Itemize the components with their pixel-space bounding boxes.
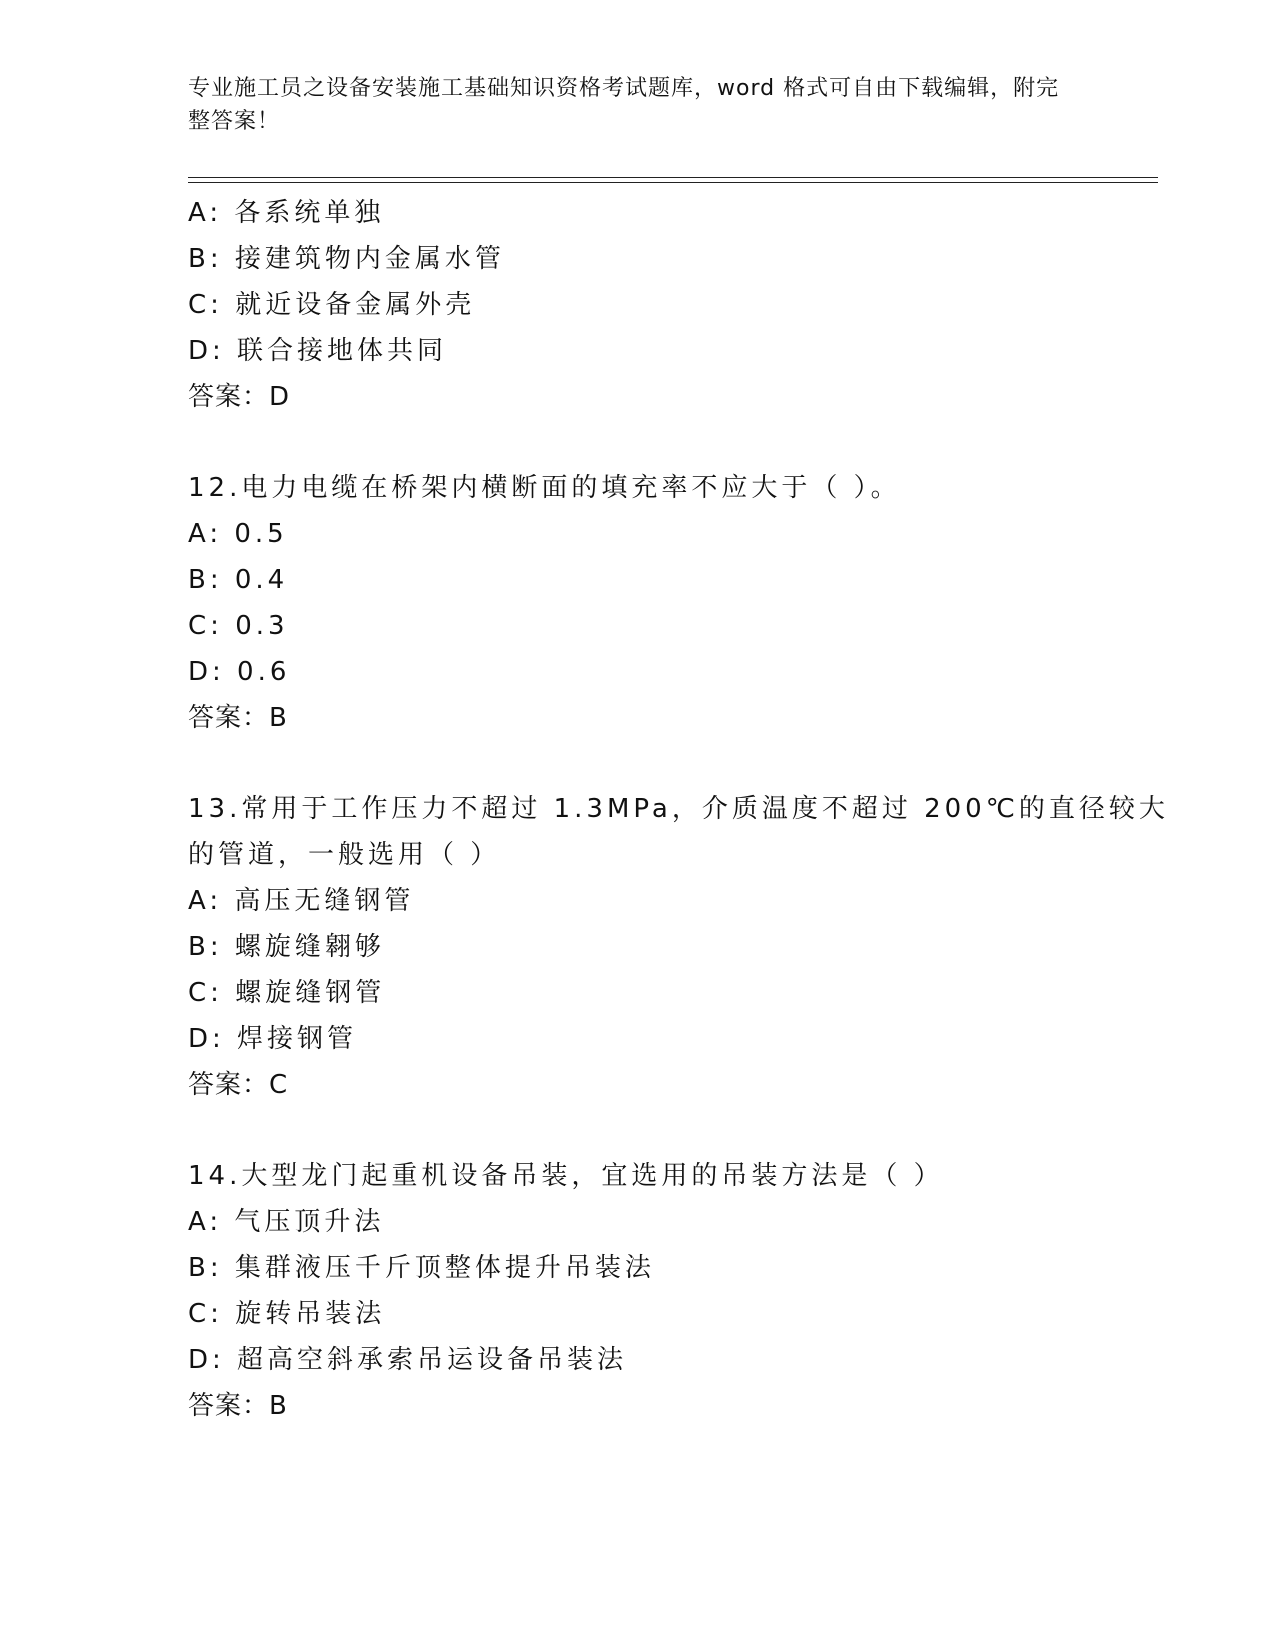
q12-stem: 12.电力电缆在桥架内横断面的填充率不应大于（ ）。 <box>188 473 901 503</box>
q11-option-c <box>188 282 1088 328</box>
q11-option-b <box>188 236 1088 282</box>
q12-option-a <box>188 511 1088 557</box>
q14-option-a <box>188 1199 1088 1245</box>
q13-option-c <box>188 970 1088 1016</box>
option-text: 螺旋缝翱够 <box>234 932 385 962</box>
option-text: 联合接地体共同 <box>237 336 448 366</box>
option-letter: A: <box>188 1207 223 1237</box>
header-rule-bottom <box>188 182 1158 183</box>
q14-option-b <box>188 1245 1088 1291</box>
q14-answer: 答案：B <box>188 1391 288 1421</box>
option-letter: C: <box>188 978 223 1008</box>
option-text: 就近设备金属外壳 <box>235 290 476 320</box>
q13-stem-line-2: 的管道，一般选用（ ） <box>188 840 501 870</box>
option-text: 超高空斜承索吊运设备吊装法 <box>237 1345 628 1375</box>
option-letter: A: <box>188 198 223 228</box>
option-text: 0.6 <box>237 657 291 687</box>
option-text: 0.4 <box>234 565 289 595</box>
spacer <box>188 741 1088 786</box>
q12-option-b <box>188 557 1088 603</box>
option-letter: A: <box>188 886 223 916</box>
q13-option-d <box>188 1016 1088 1062</box>
option-letter: B: <box>188 1253 223 1283</box>
option-letter: D: <box>188 336 225 366</box>
q11-option-d <box>188 328 1088 374</box>
option-text: 0.5 <box>234 519 288 549</box>
option-letter: D: <box>188 1024 225 1054</box>
option-text: 旋转吊装法 <box>235 1299 386 1329</box>
option-text: 各系统单独 <box>234 198 385 228</box>
option-text: 0.3 <box>235 611 289 641</box>
spacer <box>188 420 1088 465</box>
q13-option-b <box>188 924 1088 970</box>
option-letter: B: <box>188 244 223 274</box>
spacer <box>188 1108 1088 1153</box>
q12-answer: 答案：B <box>188 703 288 733</box>
q14-option-c <box>188 1291 1088 1337</box>
header-rule-top <box>188 177 1158 178</box>
option-letter: C: <box>188 290 223 320</box>
q12-option-c <box>188 603 1088 649</box>
option-letter: A: <box>188 519 223 549</box>
option-text: 焊接钢管 <box>237 1024 358 1054</box>
option-letter: B: <box>188 932 223 962</box>
option-letter: D: <box>188 1345 225 1375</box>
q12-option-d <box>188 649 1088 695</box>
option-letter: D: <box>188 657 225 687</box>
q13-option-a <box>188 878 1088 924</box>
document-header: 专业施工员之设备安装施工基础知识资格考试题库，word 格式可自由下载编辑，附完整答案！ <box>188 76 1060 134</box>
question-content <box>188 190 1169 1429</box>
q13-stem-line-1: 13.常用于工作压力不超过 1.3MPa，介质温度不超过 200℃的直径较大 <box>188 794 1169 824</box>
q11-option-a <box>188 190 1088 236</box>
q14-option-d <box>188 1337 1088 1383</box>
option-text: 螺旋缝钢管 <box>235 978 386 1008</box>
option-letter: B: <box>188 565 223 595</box>
q14-stem: 14.大型龙门起重机设备吊装，宜选用的吊装方法是（ ） <box>188 1161 944 1191</box>
option-text: 接建筑物内金属水管 <box>234 244 505 274</box>
option-text: 高压无缝钢管 <box>234 886 415 916</box>
option-text: 气压顶升法 <box>234 1207 385 1237</box>
option-text: 集群液压千斤顶整体提升吊装法 <box>234 1253 655 1283</box>
option-letter: C: <box>188 1299 223 1329</box>
q11-answer: 答案：D <box>188 382 291 412</box>
option-letter: C: <box>188 611 223 641</box>
q13-answer: 答案：C <box>188 1070 289 1100</box>
